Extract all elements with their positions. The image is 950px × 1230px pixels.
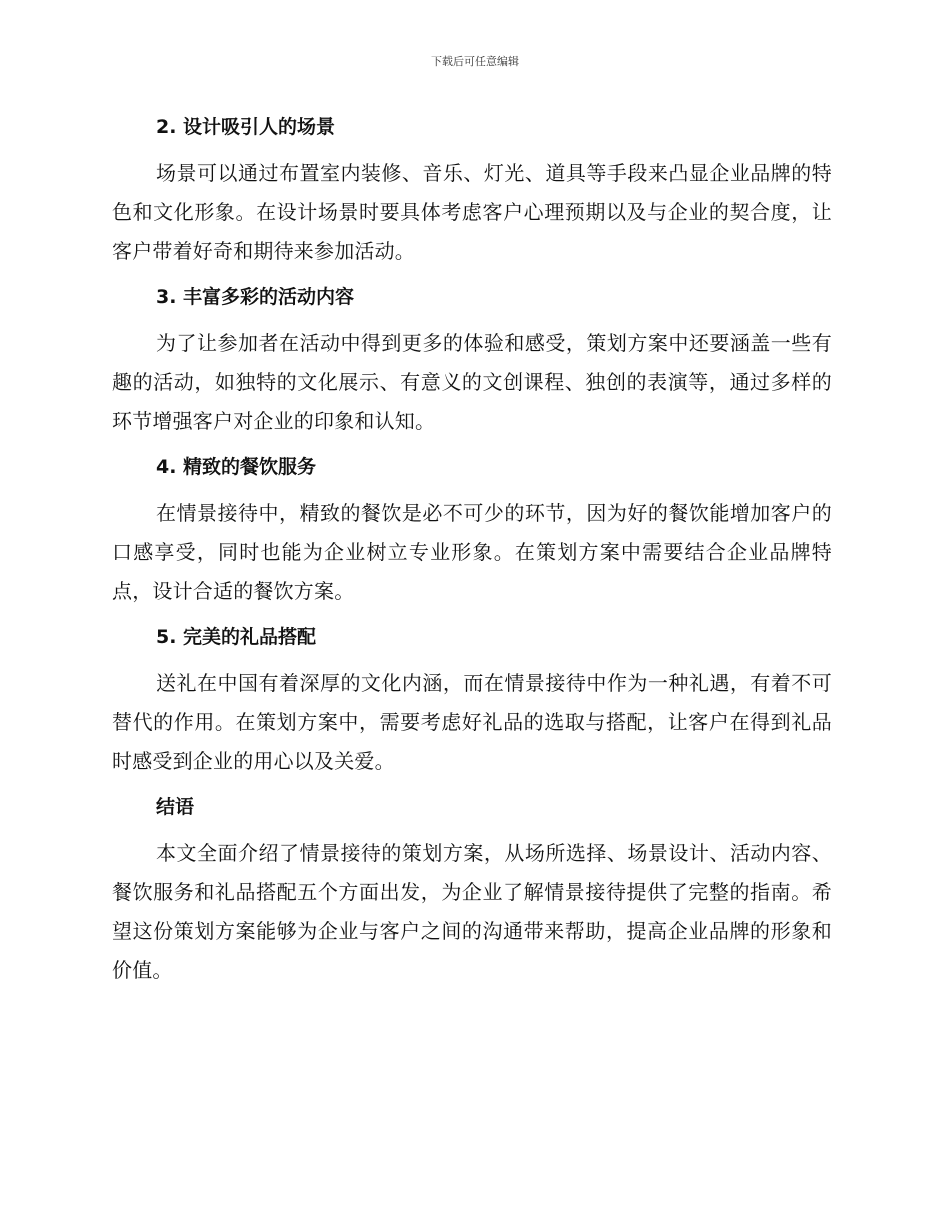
section-heading-catering: 4. 精致的餐饮服务 [156, 456, 317, 478]
section-heading-activities: 3. 丰富多彩的活动内容 [156, 286, 355, 308]
section-heading-scene-design: 2. 设计吸引人的场景 [156, 116, 336, 138]
paragraph-conclusion: 本文全面介绍了情景接待的策划方案，从场所选择、场景设计、活动内容、餐饮服务和礼品搭配五个方面出发，为企业了解情景接待提供了完整的指南。希望这份策划方案能够为企业与客户之间的沟通带来帮助，提高企业品牌的形象和价值。 [112, 841, 832, 982]
section-heading-gifts: 5. 完美的礼品搭配 [156, 626, 317, 648]
paragraph-scene-design: 场景可以通过布置室内装修、音乐、灯光、道具等手段来凸显企业品牌的特色和文化形象。在设计场景时要具体考虑客户心理预期以及与企业的契合度，让客户带着好奇和期待来参加活动。 [112, 161, 832, 263]
section-heading-conclusion: 结语 [156, 796, 195, 818]
paragraph-gifts: 送礼在中国有着深厚的文化内涵，而在情景接待中作为一种礼遇，有着不可替代的作用。在策划方案中，需要考虑好礼品的选取与搭配，让客户在得到礼品时感受到企业的用心以及关爱。 [112, 671, 832, 773]
page-header: 下载后可任意编辑 [431, 55, 519, 68]
paragraph-catering: 在情景接待中，精致的餐饮是必不可少的环节，因为好的餐饮能增加客户的口感享受，同时也能为企业树立专业形象。在策划方案中需要结合企业品牌特点，设计合适的餐饮方案。 [112, 501, 832, 603]
document-body [112, 108, 832, 997]
paragraph-activities: 为了让参加者在活动中得到更多的体验和感受，策划方案中还要涵盖一些有趣的活动，如独特的文化展示、有意义的文创课程、独创的表演等，通过多样的环节增强客户对企业的印象和认知。 [112, 331, 832, 433]
